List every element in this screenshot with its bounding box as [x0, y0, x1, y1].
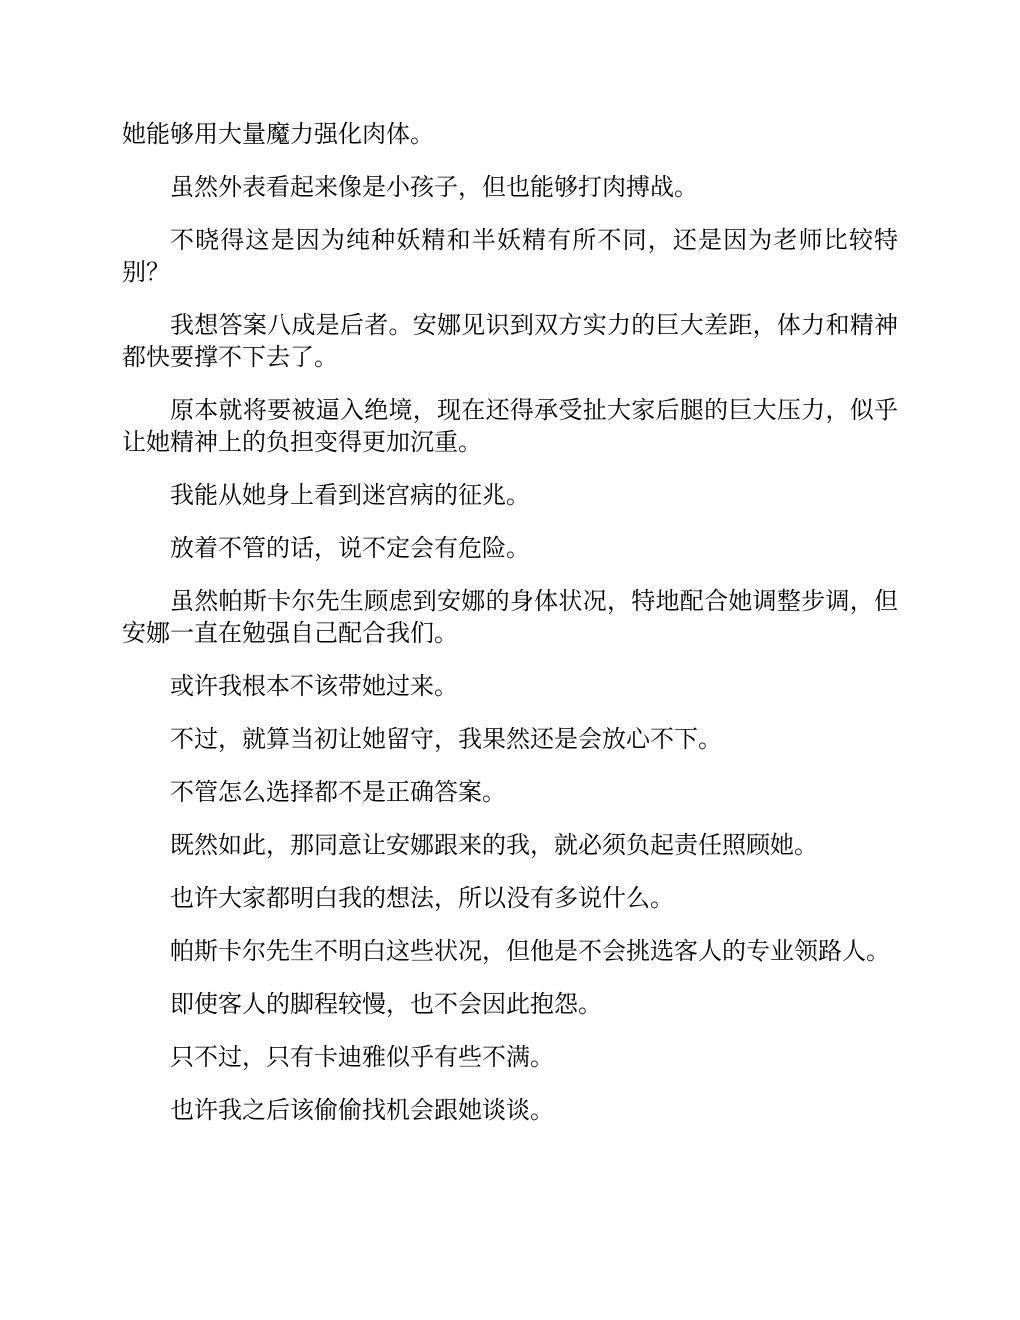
- paragraph: 我想答案八成是后者。安娜见识到双方实力的巨大差距，体力和精神都快要撑不下去了。: [122, 311, 898, 371]
- paragraph: 原本就将要被逼入绝境，现在还得承受扯大家后腿的巨大压力，似乎让她精神上的负担变得更加沉重。: [122, 396, 898, 456]
- paragraph: 也许大家都明白我的想法，所以没有多说什么。: [170, 884, 674, 912]
- paragraph: 虽然帕斯卡尔先生顾虑到安娜的身体状况，特地配合她调整步调，但安娜一直在勉强自己配合我们。: [122, 587, 898, 647]
- paragraph: 虽然外表看起来像是小孩子，但也能够打肉搏战。: [170, 173, 698, 201]
- paragraph: 我能从她身上看到迷宫病的征兆。: [170, 481, 530, 509]
- paragraph: 既然如此，那同意让安娜跟来的我，就必须负起责任照顾她。: [170, 831, 818, 859]
- paragraph: 放着不管的话，说不定会有危险。: [170, 534, 530, 562]
- paragraph: 也许我之后该偷偷找机会跟她谈谈。: [170, 1096, 554, 1124]
- paragraph: 或许我根本不该带她过来。: [170, 672, 458, 700]
- document-body: [122, 118, 898, 1147]
- paragraph: 只不过，只有卡迪雅似乎有些不满。: [170, 1043, 554, 1071]
- paragraph: 帕斯卡尔先生不明白这些状况，但他是不会挑选客人的专业领路人。: [170, 937, 890, 965]
- paragraph: 不管怎么选择都不是正确答案。: [170, 778, 506, 806]
- paragraph: 她能够用大量魔力强化肉体。: [122, 120, 434, 148]
- paragraph: 不过，就算当初让她留守，我果然还是会放心不下。: [170, 725, 722, 753]
- paragraph: 不晓得这是因为纯种妖精和半妖精有所不同，还是因为老师比较特别？: [122, 226, 898, 286]
- paragraph: 即使客人的脚程较慢，也不会因此抱怨。: [170, 990, 602, 1018]
